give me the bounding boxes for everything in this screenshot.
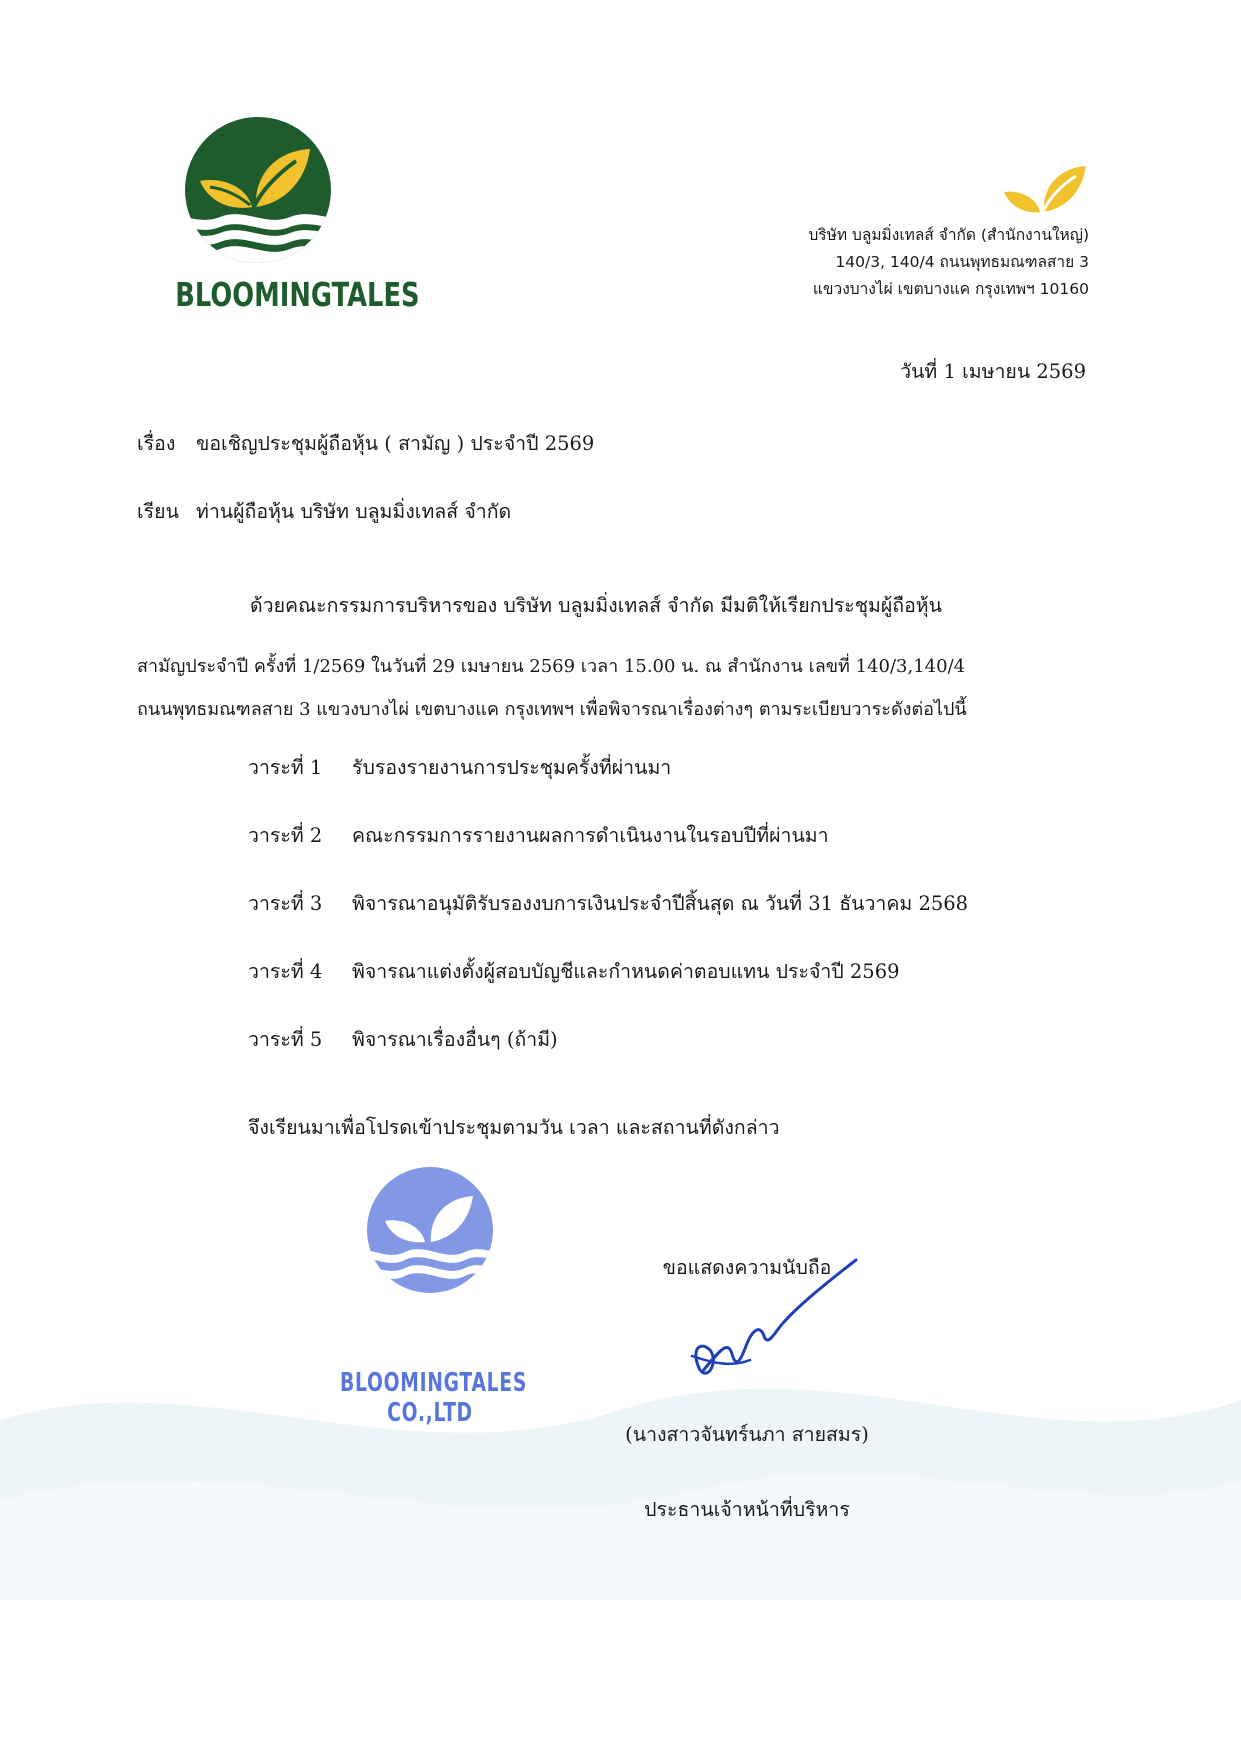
company-stamp-logo bbox=[305, 1130, 555, 1315]
to-text: ท่านผู้ถือหุ้น บริษัท บลูมมิ่งเทลส์ จำกัด bbox=[196, 500, 512, 523]
signer-name: (นางสาวจันทร์นภา สายสมร) bbox=[625, 1423, 869, 1446]
agenda-text: พิจารณาอนุมัติรับรองงบการเงินประจำปีสิ้นสุด ณ วันที่ 31 ธันวาคม 2568 bbox=[352, 892, 969, 915]
agenda-number: วาระที่ 1 bbox=[248, 756, 323, 779]
small-leaf-icon bbox=[1000, 160, 1090, 220]
paragraph-line: ด้วยคณะกรรมการบริหารของ บริษัท บลูมมิ่งเทลส์ จำกัด มีมติให้เรียกประชุมผู้ถือหุ้น bbox=[250, 594, 942, 617]
agenda-text: คณะกรรมการรายงานผลการดำเนินงานในรอบปีที่ผ่านมา bbox=[352, 824, 829, 847]
signer-position: ประธานเจ้าหน้าที่บริหาร bbox=[644, 1498, 850, 1521]
stamp-text: BLOOMINGTALES CO.,LTD bbox=[340, 1368, 528, 1428]
handwritten-signature bbox=[680, 1250, 880, 1390]
to-label: เรียน bbox=[137, 500, 179, 523]
watermark-waves bbox=[0, 1300, 1241, 1600]
company-address bbox=[808, 222, 1089, 303]
closing-text: จึงเรียนมาเพื่อโปรดเข้าประชุมตามวัน เวลา และสถานที่ดังกล่าว bbox=[248, 1116, 780, 1139]
agenda-number: วาระที่ 5 bbox=[248, 1028, 323, 1051]
subject-text: ขอเชิญประชุมผู้ถือหุ้น ( สามัญ ) ประจำปี 2569 bbox=[196, 432, 595, 455]
agenda-number: วาระที่ 3 bbox=[248, 892, 323, 915]
letter-date: วันที่ 1 เมษายน 2569 bbox=[900, 360, 1086, 383]
address-line: บริษัท บลูมมิ่งเทลส์ จำกัด (สำนักงานใหญ่) bbox=[808, 226, 1089, 244]
agenda-text: พิจารณาเรื่องอื่นๆ (ถ้ามี) bbox=[352, 1028, 558, 1051]
paragraph-line: ถนนพุทธมณฑลสาย 3 แขวงบางไผ่ เขตบางแค กรุงเทพฯ เพื่อพิจารณาเรื่องต่างๆ ตามระเบียบวาระดังต่อไปนี้ bbox=[137, 699, 967, 720]
agenda-number: วาระที่ 4 bbox=[248, 960, 323, 983]
agenda-number: วาระที่ 2 bbox=[248, 824, 323, 847]
brand-name: BLOOMINGTALES bbox=[175, 275, 420, 314]
paragraph-line: สามัญประจำปี ครั้งที่ 1/2569 ในวันที่ 29 เมษายน 2569 เวลา 15.00 น. ณ สำนักงาน เลขที่ 140/3,140/4 bbox=[137, 656, 966, 677]
sprout-leaves-waves-logo bbox=[150, 115, 380, 275]
regards-text: ขอแสดงความนับถือ bbox=[662, 1256, 832, 1279]
address-line: 140/3, 140/4 ถนนพุทธมณฑลสาย 3 bbox=[835, 253, 1089, 271]
agenda-text: รับรองรายงานการประชุมครั้งที่ผ่านมา bbox=[352, 756, 672, 779]
address-line: แขวงบางไผ่ เขตบางแค กรุงเทพฯ 10160 bbox=[812, 280, 1089, 298]
subject-label: เรื่อง bbox=[137, 432, 176, 455]
agenda-text: พิจารณาแต่งตั้งผู้สอบบัญชีและกำหนดค่าตอบแทน ประจำปี 2569 bbox=[352, 960, 900, 983]
